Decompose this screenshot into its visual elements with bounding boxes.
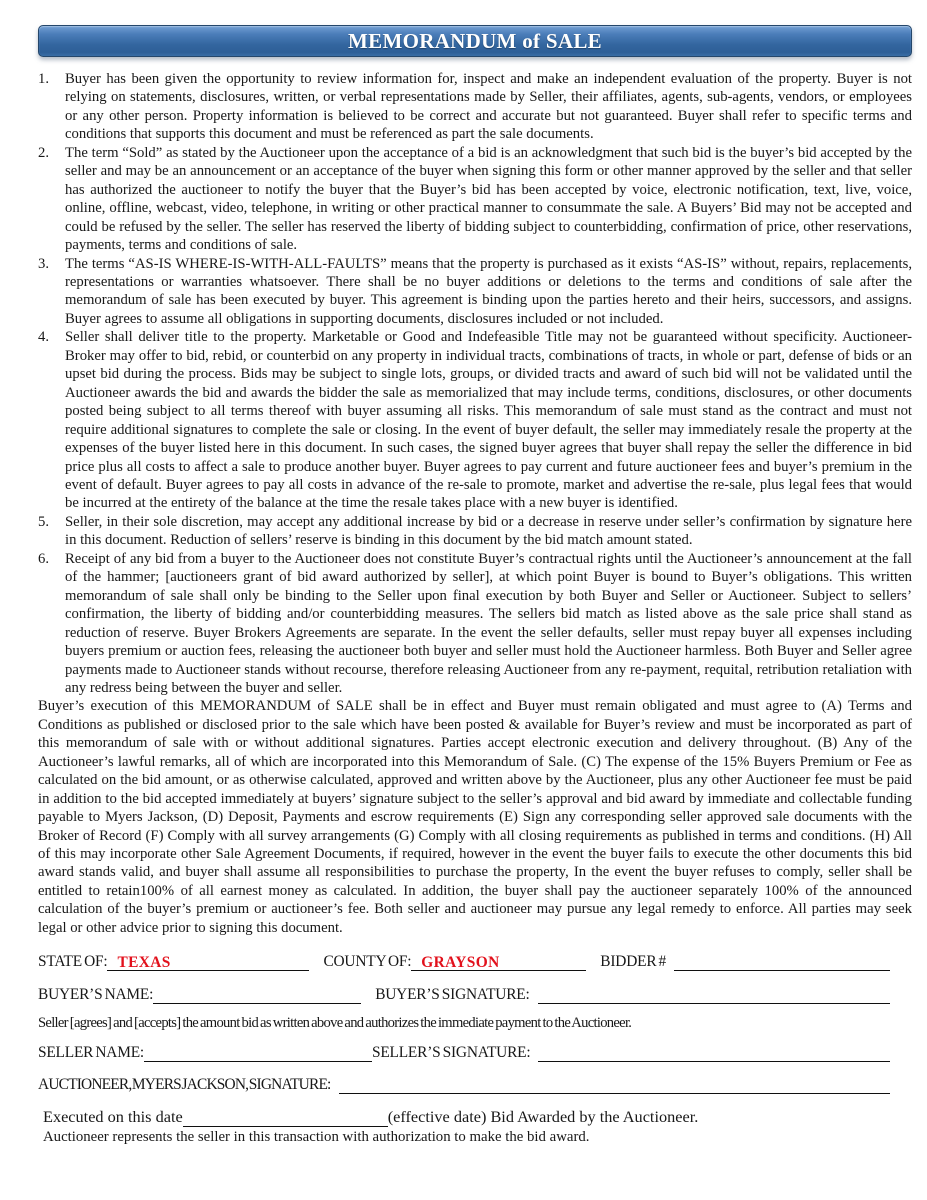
state-value: TEXAS <box>117 954 171 972</box>
numbered-terms-list <box>38 70 912 697</box>
state-county-bidder-row <box>38 953 890 971</box>
seller-name-label: SELLER NAME: <box>38 1044 144 1062</box>
county-of-label: COUNTY OF: <box>323 953 412 971</box>
term-text: Buyer has been given the opportunity to review information for, inspect and make an independent evaluation of the property. Buyer is not relying on statements, disclosures, written, or verbal representations made by Seller, their affiliates, agents, sub-agents, vendors, or employees or any other person. Property information is believed to be correct and accurate but not guaranteed. Buyer shall refer to specific terms and conditions that supports this document and must be referenced as part the sale documents. <box>65 71 912 143</box>
effective-date-note: (effective date) Bid Awarded by the Auctioneer. <box>387 1107 699 1127</box>
page-title: MEMORANDUM of SALE <box>348 28 602 53</box>
term-number: 2. <box>38 144 50 161</box>
auctioneer-signature-label: AUCTIONEER, MYERS JACKSON, SIGNATURE: <box>38 1076 331 1094</box>
executed-date-blank[interactable] <box>183 1110 388 1127</box>
term-text: Seller shall deliver title to the property. Marketable or Good and Indefeasible Title may not be guaranteed without specificity. Auctioneer-Broker may offer to bid, rebid, or counterbid on any property in individual tracts, combinations of tracts, in whole or part, defense of bids or an upset bid during the process. Bids may be subject to single lots, groups, or divided tracts and award of such bid will not be validated until the Auctioneer awards the bid and awards the bidder the sale as memorialized that may include terms, conditions, disclosures, or other documents posted being subject to all terms thereof with buyer assuming all risks. This memorandum of sale must stand as the contract and must not require additional signatures to complete the sale or closing. In the event of buyer default, the seller may immediately resale the property at the expenses of the buyer listed here in this document. In such cases, the signed buyer agrees that buyer shall repay the seller the difference in bid price plus all costs to affect a sale to produce another buyer. Buyer agrees to pay current and future auctioneer fees and buyer’s premium in the event of default. Buyer agrees to pay all costs in advance of the re-sale to promote, market and advertise the re-sale, plus legal fees that would be incurred at the entirety of the balance at the time the resale takes place with a new buyer is identified. <box>65 329 912 512</box>
document-title-banner <box>38 25 912 57</box>
term-number: 1. <box>38 71 50 87</box>
term-text: The terms “AS-IS WHERE-IS-WITH-ALL-FAULTS” means that the property is purchased as it exists “AS-IS” without, repairs, replacements, representations or warranties whatsoever. There shall be no buyer additions or deletions to the terms and conditions of sale after the memorandum of sale has been executed by buyer. This agreement is binding upon the parties hereto and their heirs, successors, and assigns. Buyer agrees to assume all obligations in supporting documents, disclosures included or not included. <box>65 255 912 327</box>
term-text: The term “Sold” as stated by the Auctioneer upon the acceptance of a bid is an acknowledgment that such bid is the buyer’s bid accepted by the seller and may be an announcement or an acceptance of the buyer when signing this form or other manner approved by the seller and that seller has authorized the auctioneer to notify the buyer that the Buyer’s bid has been accepted by voice, electronic notification, text, live, voice, online, offline, webcast, video, telephone, in writing or other practical manner to consummate the sale. A Buyers’ Bid may not be accepted and could be refused by the seller. The seller has reserved the liberty of bidding subject to counterbidding, confirmation of price, other reservations, payments, terms and conditions of sale. <box>65 144 912 254</box>
auctioneer-signature-row <box>38 1076 890 1094</box>
auctioneer-signature-blank[interactable] <box>339 1077 890 1094</box>
buyer-name-blank[interactable] <box>153 987 361 1004</box>
term-number: 4. <box>38 329 50 346</box>
bidder-number-blank[interactable] <box>674 954 890 971</box>
executed-date-row <box>38 1107 890 1127</box>
term-text: Seller, in their sole discretion, may accept any additional increase by bid or a decrease in reserve under seller’s confirmation by signature here in this document. Reduction of sellers’ reserve is binding in this document by the bid match amount stated. <box>65 513 912 549</box>
closing-paragraph: Buyer’s execution of this MEMORANDUM of SALE shall be in effect and Buyer must remain obligated and must agree to (A) Terms and Conditions as published or disclosed prior to the sale which have been posted & available for Buyer’s review and must be incorporated as part of this memorandum of sale with or without additional signatures. Parties accept electronic execution and delivery throughout. (B) Any of the Auctioneer’s lawful remarks, all of which are incorporated into this Memorandum of Sale. (C) The expense of the 15% Buyers Premium or Fee as calculated on the bid amount, or as otherwise calculated, approved and written above by the Auctioneer, plus any other Auctioneer fee must be paid in addition to the bid accepted immediately at buyers’ signature subject to the seller’s approval and bid award by immediate and collectable funding payable to Myers Jackson, (D) Deposit, Payments and escrow requirements (E) Sign any corresponding seller approved sale documents with the Broker of Record (F) Comply with all survey arrangements (G) Comply with all closing requirements as published in terms and conditions. (H) All of this may incorporate other Sale Agreement Documents, if required, however in the event the buyer fails to execute the other documents this bid award stands valid, and buyer shall assume all responsibilities to purchase the property, In the event the buyer refuses to comply, seller shall be entitled to retain100% of all earnest money as calculated. In addition, the buyer shall pay the auctioneer separately 100% of the announced calculation of the buyer’s premium or auctioneer’s fee. Both seller and auctioneer may pursue any legal remedy to enforce. All parties may seek legal or other advice prior to signing this document. <box>38 698 912 936</box>
seller-signature-label: SELLER’S SIGNATURE: <box>371 1044 531 1062</box>
term-item-4 <box>38 328 912 513</box>
term-item-5 <box>38 513 912 550</box>
auctioneer-representation-note: Auctioneer represents the seller in this transaction with authorization to make the bid award. <box>43 1129 590 1146</box>
county-value: GRAYSON <box>421 954 500 972</box>
state-field-blank[interactable] <box>107 954 309 971</box>
buyer-signature-label: BUYER’S SIGNATURE: <box>375 986 530 1004</box>
term-number: 3. <box>38 255 50 272</box>
buyer-signature-blank[interactable] <box>538 987 890 1004</box>
term-item-3 <box>38 255 912 329</box>
seller-row <box>38 1044 890 1062</box>
term-number: 5. <box>38 513 50 530</box>
signature-form <box>38 953 912 1146</box>
seller-consent-statement: Seller [agrees] and [accepts] the amount bid as written above and authorizes the immediate payment to the Auctioneer. <box>38 1015 632 1032</box>
term-number: 6. <box>38 550 50 567</box>
county-field-blank[interactable] <box>411 954 586 971</box>
term-item-6 <box>38 550 912 698</box>
seller-signature-blank[interactable] <box>538 1045 890 1062</box>
term-item-1 <box>38 70 912 144</box>
term-text: Receipt of any bid from a buyer to the Auctioneer does not constitute Buyer’s contractual rights until the Auctioneer’s announcement at the fall of the hammer; [auctioneers grant of bid award authorized by seller], at which point Buyer is bound to Buyer’s obligations. This written memorandum of sale shall only be binding to the Seller upon final execution by both Buyer and Seller or Auctioneer. Subject to sellers’ confirmation, the liberty of bidding and/or counterbidding measures. The sellers bid match as listed above as the sale price shall stand as reduction of reserve. Buyer Brokers Agreements are separate. In the event the seller defaults, seller must repay buyer all expenses including buyers premium or auction fees, releasing the auctioneer both buyer and seller must hold the Auctioneer harmless. Both Buyer and Seller agree payments made to Auctioneer stands without recourse, therefore releasing Auctioneer from any re-payment, requital, retribution retaliation with any redress being between the buyer and seller. <box>65 550 912 696</box>
buyer-name-label: BUYER’S NAME: <box>38 986 154 1004</box>
executed-date-label: Executed on this date <box>43 1107 183 1127</box>
term-item-2 <box>38 144 912 255</box>
buyer-row <box>38 986 890 1004</box>
state-of-label: STATE OF: <box>38 953 108 971</box>
seller-name-blank[interactable] <box>144 1045 372 1062</box>
bidder-number-label: BIDDER # <box>600 953 667 971</box>
